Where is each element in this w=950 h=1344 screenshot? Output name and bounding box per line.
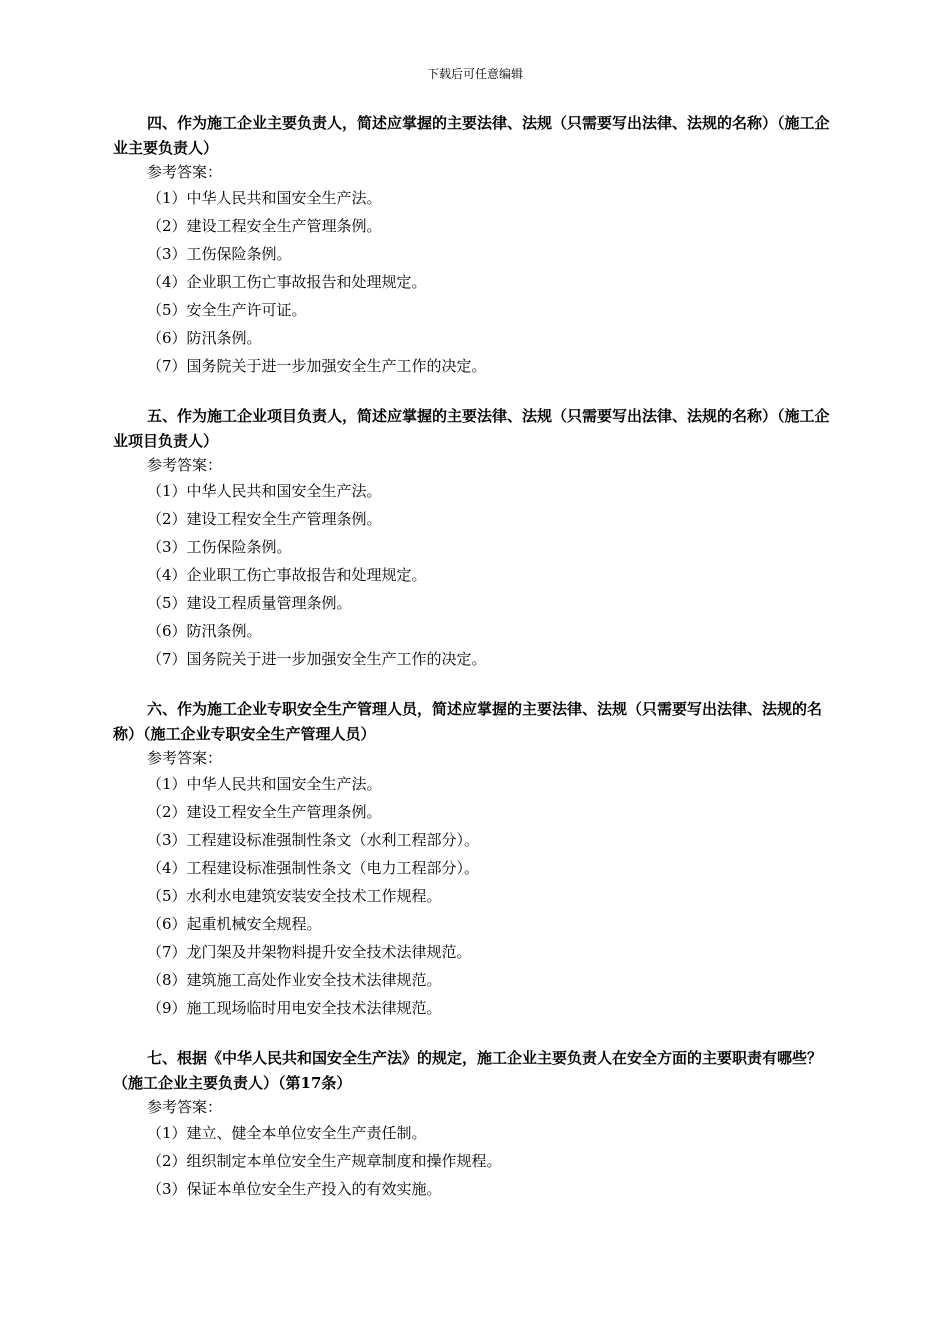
question-heading: 四、作为施工企业主要负责人，简述应掌握的主要法律、法规（只需要写出法律、法规的名称）（施工企业主要负责人） [113,114,830,157]
answer-item: （3）工程建设标准强制性条文（水利工程部分）。 [147,831,480,849]
answer-item: （7）国务院关于进一步加强安全生产工作的决定。 [147,650,487,668]
answer-item: （3）保证本单位安全生产投入的有效实施。 [147,1180,442,1198]
answer-item: （2）建设工程安全生产管理条例。 [147,803,382,821]
answer-item: （7）国务院关于进一步加强安全生产工作的决定。 [147,357,487,375]
answer-label: 参考答案： [147,456,223,474]
question-heading: 五、作为施工企业项目负责人，简述应掌握的主要法律、法规（只需要写出法律、法规的名称）（施工企业项目负责人） [113,407,830,450]
answer-item: （4）企业职工伤亡事故报告和处理规定。 [147,566,427,584]
answer-item: （6）起重机械安全规程。 [147,915,322,933]
answer-item: （8）建筑施工高处作业安全技术法律规范。 [147,971,442,989]
answer-item: （2）建设工程安全生产管理条例。 [147,510,382,528]
section-4 [113,111,837,380]
question-heading: 七、根据《中华人民共和国安全生产法》的规定，施工企业主要负责人在安全方面的主要职责有哪些？（施工企业主要负责人）（第17条） [113,1049,823,1092]
answer-item: （7）龙门架及井架物料提升安全技术法律规范。 [147,943,472,961]
answer-item: （1）中华人民共和国安全生产法。 [147,775,382,793]
answer-item: （1）中华人民共和国安全生产法。 [147,482,382,500]
answer-item: （5）水利水电建筑安装安全技术工作规程。 [147,887,442,905]
answer-item: （4）工程建设标准强制性条文（电力工程部分）。 [147,859,480,877]
answer-item: （3）工伤保险条例。 [147,245,292,263]
answer-item: （6）防汛条例。 [147,329,262,347]
section-5 [113,404,837,673]
answer-label: 参考答案： [147,749,223,767]
answer-item: （9）施工现场临时用电安全技术法律规范。 [147,999,442,1017]
section-7 [113,1046,837,1203]
question-heading: 六、作为施工企业专职安全生产管理人员，简述应掌握的主要法律、法规（只需要写出法律、法规的名称）（施工企业专职安全生产管理人员） [113,700,823,743]
answer-item: （1）建立、健全本单位安全生产责任制。 [147,1124,427,1142]
answer-item: （1）中华人民共和国安全生产法。 [147,189,382,207]
answer-item: （4）企业职工伤亡事故报告和处理规定。 [147,273,427,291]
answer-item: （2）组织制定本单位安全生产规章制度和操作规程。 [147,1152,502,1170]
answer-item: （2）建设工程安全生产管理条例。 [147,217,382,235]
page-header: 下载后可任意编辑 [426,67,523,81]
answer-label: 参考答案： [147,1098,223,1116]
answer-item: （6）防汛条例。 [147,622,262,640]
document-body [113,111,837,1227]
answer-item: （5）安全生产许可证。 [147,301,307,319]
answer-item: （5）建设工程质量管理条例。 [147,594,352,612]
answer-label: 参考答案： [147,163,223,181]
section-6 [113,697,837,1022]
answer-item: （3）工伤保险条例。 [147,538,292,556]
